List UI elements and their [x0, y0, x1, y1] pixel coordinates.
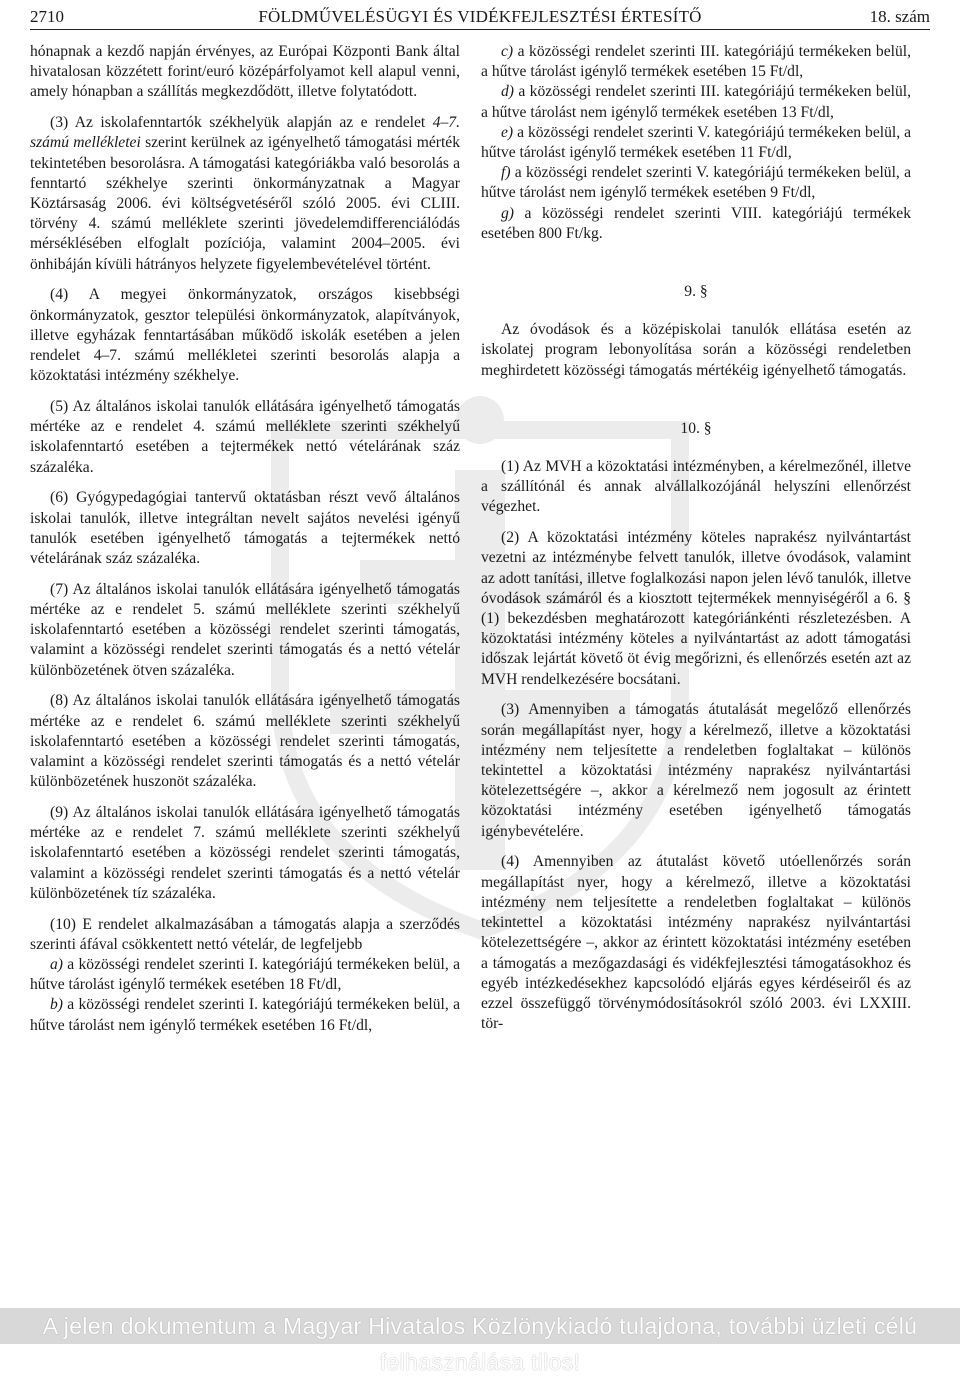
paragraph-10: (10) E rendelet alkalmazásában a támogatás alapja a szerződés szerinti áfával csökkentett nettó vételár, de legfeljebb — [30, 915, 460, 953]
copyright-footer: A jelen dokumentum a Magyar Hivatalos Közlönykiadó tulajdona, további üzleti célú felhasználása tilos! — [0, 1308, 960, 1344]
list-item-e — [481, 123, 911, 163]
list-item-g-label: g) — [501, 204, 514, 222]
list-item-e-label: e) — [501, 123, 514, 141]
paragraph-3 — [30, 113, 460, 275]
section-10-paragraph-3: (3) Amennyiben a támogatás átutalását megelőző ellenőrzés során megállapítást nyer, hogy a kérelmező, illetve a közoktatási intézmény nem teljesítette a rendeletben foglaltakat – különös tekintettel a közoktatási intézmény naprakész nyilvántartási kötelezettségére –, akkor a kérelmező nem jogosult az érintett közoktatási intézmény esetében igényelhető támogatás igénybevételére. — [481, 701, 911, 840]
paragraph-8: (8) Az általános iskolai tanulók ellátására igényelhető támogatás mértéke az e rendelet 6. számú melléklete szerinti székhelyű iskolafenntartó esetében a közösségi rendelet szerinti támogatás, valamint a közösségi rendelet szerinti támogatás és a nettó vételár különbözetének huszonöt százaléka. — [30, 692, 460, 791]
list-item-e-text: a közösségi rendelet szerinti V. kategóriájú termékeken belül, a hűtve tárolást igénylő termékek esetében 11 Ft/dl, — [481, 123, 911, 162]
journal-title: FÖLDMŰVELÉSÜGYI ÉS VIDÉKFEJLESZTÉSI ÉRTESÍTŐ — [258, 7, 702, 26]
list-item-a — [30, 955, 460, 995]
section-10-paragraph-4: (4) Amennyiben az átutalást követő utóellenőrzés során megállapítást nyer, hogy a kérelmező, illetve a közoktatási intézmény nem teljesítette a rendeletben foglaltakat – különös tekintettel a közoktatási intézmény naprakész nyilvántartási kötelezettségére –, akkor az érintett közoktatási intézmény esetében a támogatás a mezőgazdasági és vidékfejlesztési támogatásokhoz és egyéb intézkedésekhez kapcsolódó eljárás egyes kérdéseiről és az ezzel összefüggő törvénymódosításokról szóló 2003. évi LXXIII. tör- — [481, 853, 911, 1033]
list-item-d-text: a közösségi rendelet szerinti III. kategóriájú termékeken belül, a hűtve tárolást nem igénylő termékek esetében 13 Ft/dl, — [481, 83, 911, 121]
list-item-c-text: a közösségi rendelet szerinti III. kategóriájú termékeken belül, a hűtve tárolást igénylő termékek esetében 15 Ft/dl, — [481, 43, 911, 81]
list-item-a-label: a) — [50, 956, 63, 974]
page-number: 2710 — [30, 7, 64, 26]
paragraph-3-text-a: (3) Az iskolafenntartók székhelyük alapján az e rendelet — [50, 114, 433, 132]
paragraph-9: (9) Az általános iskolai tanulók ellátására igényelhető támogatás mértéke az e rendelet 7. számú melléklete szerinti székhelyű iskolafenntartó esetében a közösségi rendelet szerinti támogatás, valamint a közösségi rendelet szerinti támogatás és a nettó vételár különbözetének tíz százaléka. — [30, 804, 460, 902]
list-item-b-label: b) — [50, 996, 63, 1014]
paragraph-3-annex-ref: 4–7. számú mellékletei — [30, 114, 460, 152]
section-10-paragraph-1: (1) Az MVH a közoktatási intézményben, a kérelmezőnél, illetve a szállítónál és annak alvállalkozójánál helyszíni ellenőrzést végezhet. — [481, 458, 911, 516]
list-item-b — [30, 995, 460, 1035]
right-column — [481, 42, 911, 1045]
list-item-b-text: a közösségi rendelet szerinti I. kategóriájú termékeken belül, a hűtve tárolást nem igénylő termékek esetében 16 Ft/dl, — [30, 996, 460, 1034]
section-10-paragraph-2: (2) A közoktatási intézmény köteles naprakész nyilvántartást vezetni az intézménybe felvett tanulók, illetve óvodások, valamint az adott tanítási, illetve foglalkozási napon jelen lévő tanulók, illetve óvodások számáról és a kiosztott tejtermékek mennyiségéről a 6. § (1) bekezdésben meghatározott kategóriánkénti részletezésben. A közoktatási intézmény köteles a nyilvántartást az adott támogatási időszak lejártát követő öt évig megőrizni, és ellenőrzés esetén azt az MVH rendelkezésére bocsátani. — [481, 529, 911, 688]
list-item-a-text: a közösségi rendelet szerinti I. kategóriájú termékeken belül, a hűtve tárolást igénylő termékek esetében 18 Ft/dl, — [30, 956, 460, 994]
paragraph-4: (4) A megyei önkormányzatok, országos kisebbségi önkormányzatok, gesztor települési önkormányzatok, alapítványok, illetve egyházak fenntartásában működő iskolák esetében a jelen rendelet 4–7. számú mellékletei szerinti besorolás alapja a közoktatási intézmény székhelye. — [30, 286, 460, 385]
section-heading-9: 9. § — [684, 283, 708, 301]
left-column — [30, 42, 460, 1036]
list-item-c — [481, 42, 911, 82]
list-item-f-label: f) — [501, 164, 511, 182]
list-item-f — [481, 163, 911, 203]
list-item-d-label: d) — [501, 83, 514, 101]
list-item-c-label: c) — [501, 43, 514, 60]
paragraph-3-text-c: szerint kerülnek az igényelhető támogatási mérték tekintetében besorolásra. A támogatási kategóriákba való besorolás a fenntartó székhelye szerinti önkormányzatnak a Magyar Köztársaság 2006. évi költségvetéséről szóló 2005. évi CLIII. törvény 4. számú melléklete szerinti jövedelemdifferenciálódás mérséklésében elfoglalt pozíciója, valamint 2004–2005. évi önhibáján kívüli hátrányos helyzete figyelembevételével történt. — [30, 134, 460, 273]
issue-number: 18. szám — [869, 7, 930, 26]
paragraph-continuation: hónapnak a kezdő napján érvényes, az Európai Központi Bank által hivatalosan közzétett forint/euró középárfolyamot kell alapul venni, amely hónapban a szállítás megkezdődött, illetve folytatódott. — [30, 43, 460, 101]
list-item-d — [481, 82, 911, 122]
list-item-g — [481, 204, 911, 244]
paragraph-5: (5) Az általános iskolai tanulók ellátására igényelhető támogatás mértéke az e rendelet 4. számú melléklete szerinti székhelyű iskolafenntartó esetében a tejtermékek nettó vételárának száz százaléka. — [30, 398, 460, 476]
paragraph-6: (6) Gyógypedagógiai tantervű oktatásban részt vevő általános iskolai tanulók, illetve integráltan nevelt sajátos nevelési igényű tanulók esetében igényelhető támogatás a tejtermékek nettó vételárának száz százaléka. — [30, 489, 460, 568]
section-heading-10: 10. § — [680, 419, 712, 437]
section-9-paragraph: Az óvodások és a középiskolai tanulók ellátása esetén az iskolatej program lebonyolítása során a közösségi rendeletben meghirdetett közösségi támogatás mértékéig igényelhető támogatás. — [481, 321, 911, 379]
header-rule — [30, 29, 930, 30]
list-item-g-text: a közösségi rendelet szerinti VIII. kategóriájú termékek esetében 800 Ft/kg. — [481, 204, 911, 242]
paragraph-7: (7) Az általános iskolai tanulók ellátására igényelhető támogatás mértéke az e rendelet 5. számú melléklete szerinti székhelyű iskolafenntartó esetében a közösségi rendelet szerinti támogatás, valamint a közösségi rendelet szerinti támogatás és a nettó vételár különbözetének ötven százaléka. — [30, 580, 460, 679]
list-item-f-text: a közösségi rendelet szerinti V. kategóriájú termékeken belül, a hűtve tárolást nem igénylő termékek esetében 9 Ft/dl, — [481, 164, 911, 202]
